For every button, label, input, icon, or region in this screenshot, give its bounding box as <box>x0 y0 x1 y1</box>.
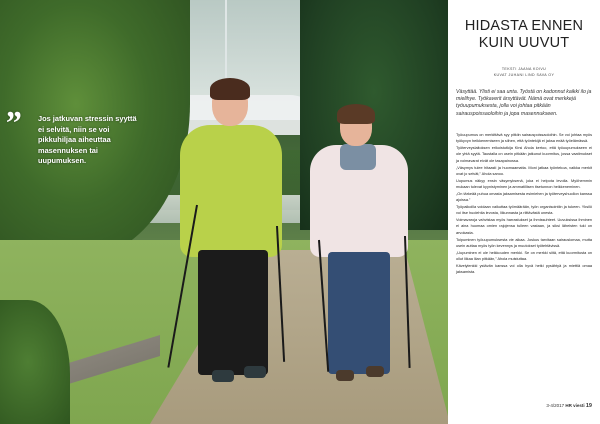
page-folio <box>546 403 592 409</box>
body-paragraph: Toipuminen työuupumuksesta vie aikaa. Joskus tarvitaan sairauslomaa, mutta usein auttaa myös työn kevennys ja muutokset työtehtävissä. <box>456 237 592 249</box>
walker-1-shoe-left <box>212 370 234 382</box>
walker-2-shoe-right <box>366 366 384 377</box>
body-paragraph: „On tärkeää puhua omasta jaksamisesta esimiehen ja työterveyshuollon kanssa ajoissa.” <box>456 191 592 203</box>
headline-line-2: KUIN UUVUT <box>478 35 570 51</box>
headline-line-1: HIDASTA ENNEN <box>464 18 584 34</box>
body-paragraph: Työterveyslaitoksen erikoistutkija Kirsi Ahola kertoo, että työuupumukseen ei ole yhtä syytä. Taustalla on usein pitkään jatkunut kuormitus, jossa vaatimukset ja voimavarat eivät ole tasapainossa. <box>456 145 592 163</box>
walker-2-hair <box>337 104 375 124</box>
article-body <box>456 132 592 276</box>
walker-1-trousers <box>198 250 268 375</box>
walker-2-shoe-left <box>336 370 354 381</box>
body-paragraph: „Uupuminen ei ole heikkouden merkki. Se on merkki siitä, että kuormitusta on ollut liikaa liian pitkään,” Ahola muistuttaa. <box>456 250 592 262</box>
pull-quote-text: Jos jatkuvan stressin syyttä ei selvitä, niin se voi pikkuhiljaa aiheuttaa masennuksen tai uupumuksen. <box>38 114 137 165</box>
article-credits <box>456 66 592 78</box>
body-paragraph: Uupumus näkyy ensin väsymyksenä, joka ei helpota levolla. Myöhemmin mukaan tulevat kyynistyminen ja ammatillisen itsetunnon heikkeneminen. <box>456 178 592 190</box>
folio-brand: HR viesti <box>565 403 585 408</box>
quote-mark-icon: ” <box>4 105 21 142</box>
walker-1-sweater <box>180 125 282 257</box>
body-paragraph: Kävelylenkki ystävän kanssa voi olla hyvä hetki pysähtyä ja miettiä omaa jaksamista. <box>456 263 592 275</box>
folio-issue: 3-4/2017 <box>546 403 565 408</box>
body-paragraph: Voimavaroja vahvistaa myös harrastukset ja ihmissuhteet. Uuvuksissa ihminen ei aina huomaa omien rajojensa tulleen vastaan, ja siksi läheisten tuki on arvokasta. <box>456 217 592 236</box>
credits-text: TEKSTI JAANA KOIVU <box>501 67 547 71</box>
article-column <box>448 0 600 424</box>
walker-2-jeans <box>328 252 390 374</box>
article-ingress: Väsyttää. Ylisti ei saa unta. Työstä on kadonnut kaikki ilo ja mielihye. Työkaverit ärsyttävät. Nämä ovat merkkejä työuupumuksesta, jolla voi johtaa pitkään sairauspoissaoloihin ja jopa masennukseen. <box>456 89 592 117</box>
walker-1-shoe-right <box>244 366 266 378</box>
article-headline <box>456 18 592 52</box>
walker-2-scarf <box>340 144 376 170</box>
credits-photo: KUVAT JUHANI LIND SAVA OY <box>493 73 555 77</box>
body-paragraph: Työuupumus on merkittävä syy pitkiin sairauspoissaoloihin. Se voi johtaa myös työkyvyn heikkenemiseen ja siihen, että työntekijä ei jaksa enää työelämässä. <box>456 132 592 144</box>
folio-page-number: 19 <box>585 403 592 409</box>
body-paragraph: „Väsymys tulee hitaasti ja huomaamatta. Moni jatkaa työntekoa, vaikka merkit ovat jo selvät,” Ahola sanoo. <box>456 165 592 177</box>
body-paragraph: Työpaikoilla voidaan vaikuttaa työmäärään, työn organisointiin ja tukeen. Yksilö voi itse huolehtia levosta, liikunnasta ja riittävästä unesta. <box>456 204 592 216</box>
pull-quote <box>18 114 138 167</box>
walker-1-hair <box>210 78 250 100</box>
